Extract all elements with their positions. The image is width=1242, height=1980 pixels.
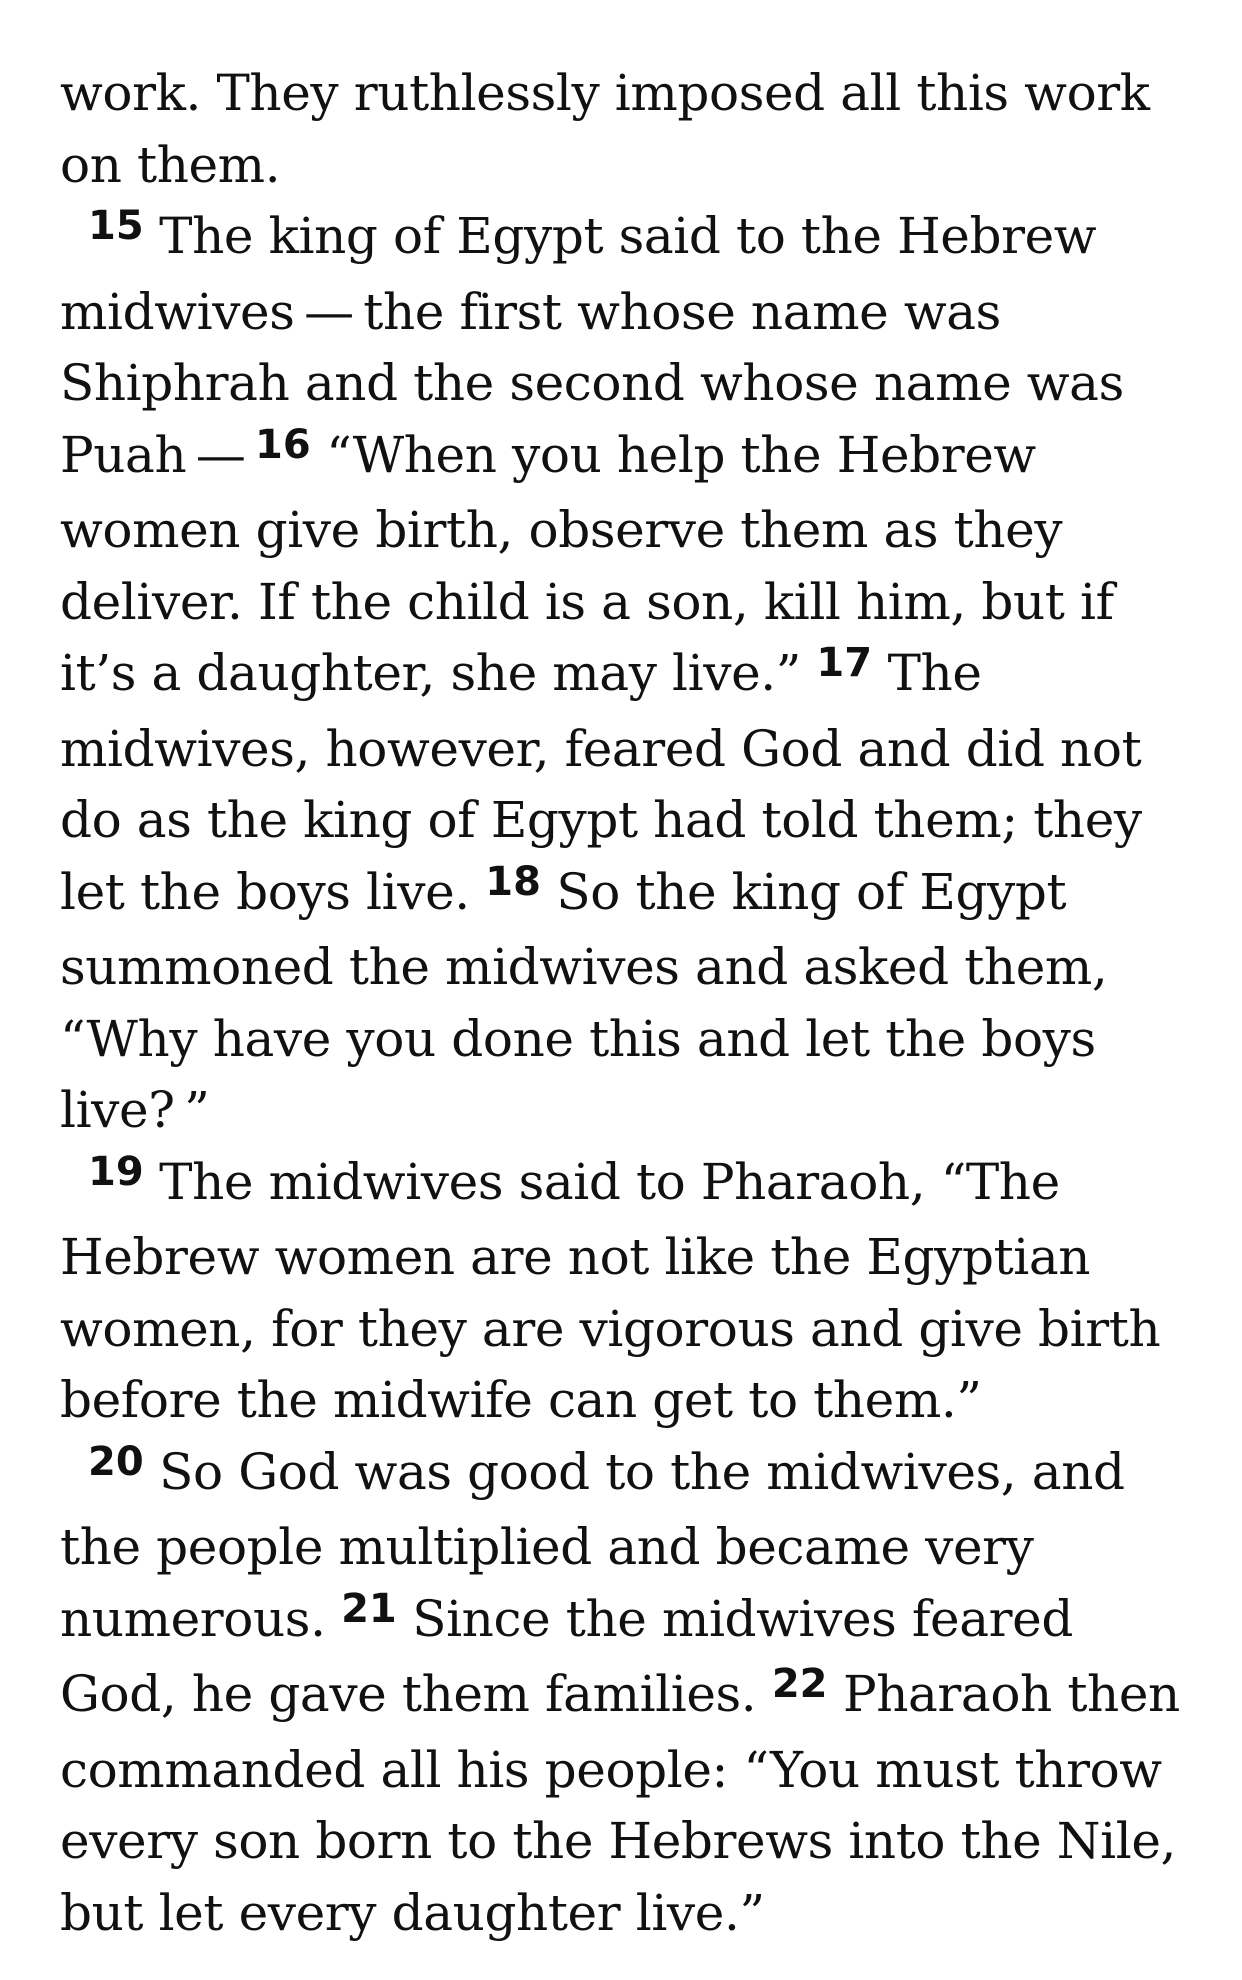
- verse-text: So the king of Egypt summoned the midwives and asked them, “Why have you done this and let the boys live? ”: [60, 862, 1108, 1139]
- verse-text: Since the midwives feared God, he gave them families.: [60, 1589, 1073, 1723]
- verse-text: So God was good to the midwives, and the people multiplied and became very numerous.: [60, 1442, 1125, 1648]
- verse-number[interactable]: 21: [341, 1585, 397, 1632]
- verse-text: The midwives said to Pharaoh, “The Hebrew women are not like the Egyptian women, for they are vigorous and give birth before the midwife can get to them.”: [60, 1152, 1161, 1429]
- verse-number[interactable]: 15: [88, 203, 144, 249]
- verse-paragraph: [60, 201, 1180, 1147]
- verse-number[interactable]: 16: [255, 421, 311, 468]
- verse-paragraph: [60, 1147, 1180, 1437]
- verse-text: The king of Egypt said to the Hebrew midwives — the first whose name was Shiphrah and the second whose name was Puah —: [60, 207, 1124, 484]
- verse-text: The midwives, however, feared God and did not do as the king of Egypt had told them; they let the boys live.: [60, 644, 1142, 921]
- scripture-text[interactable]: [60, 58, 1180, 1949]
- verse-number[interactable]: 20: [88, 1438, 144, 1485]
- verse-number[interactable]: 18: [485, 858, 541, 905]
- verse-number[interactable]: 19: [88, 1148, 144, 1195]
- verse-paragraph: [60, 1437, 1180, 1950]
- verse-number[interactable]: 22: [771, 1661, 828, 1707]
- verse-text: “When you help the Hebrew women give birth, observe them as they deliver. If the child is a son, kill him, but if it’s a daughter, she may live.”: [60, 425, 1114, 702]
- continuation-paragraph: [60, 58, 1180, 201]
- verse-text: work. They ruthlessly imposed all this work on them.: [60, 64, 1150, 194]
- verse-text: Pharaoh then commanded all his people: “You must throw every son born to the Hebrews into the Nile, but let every daughter live.”: [60, 1665, 1180, 1942]
- verse-number[interactable]: 17: [816, 640, 873, 686]
